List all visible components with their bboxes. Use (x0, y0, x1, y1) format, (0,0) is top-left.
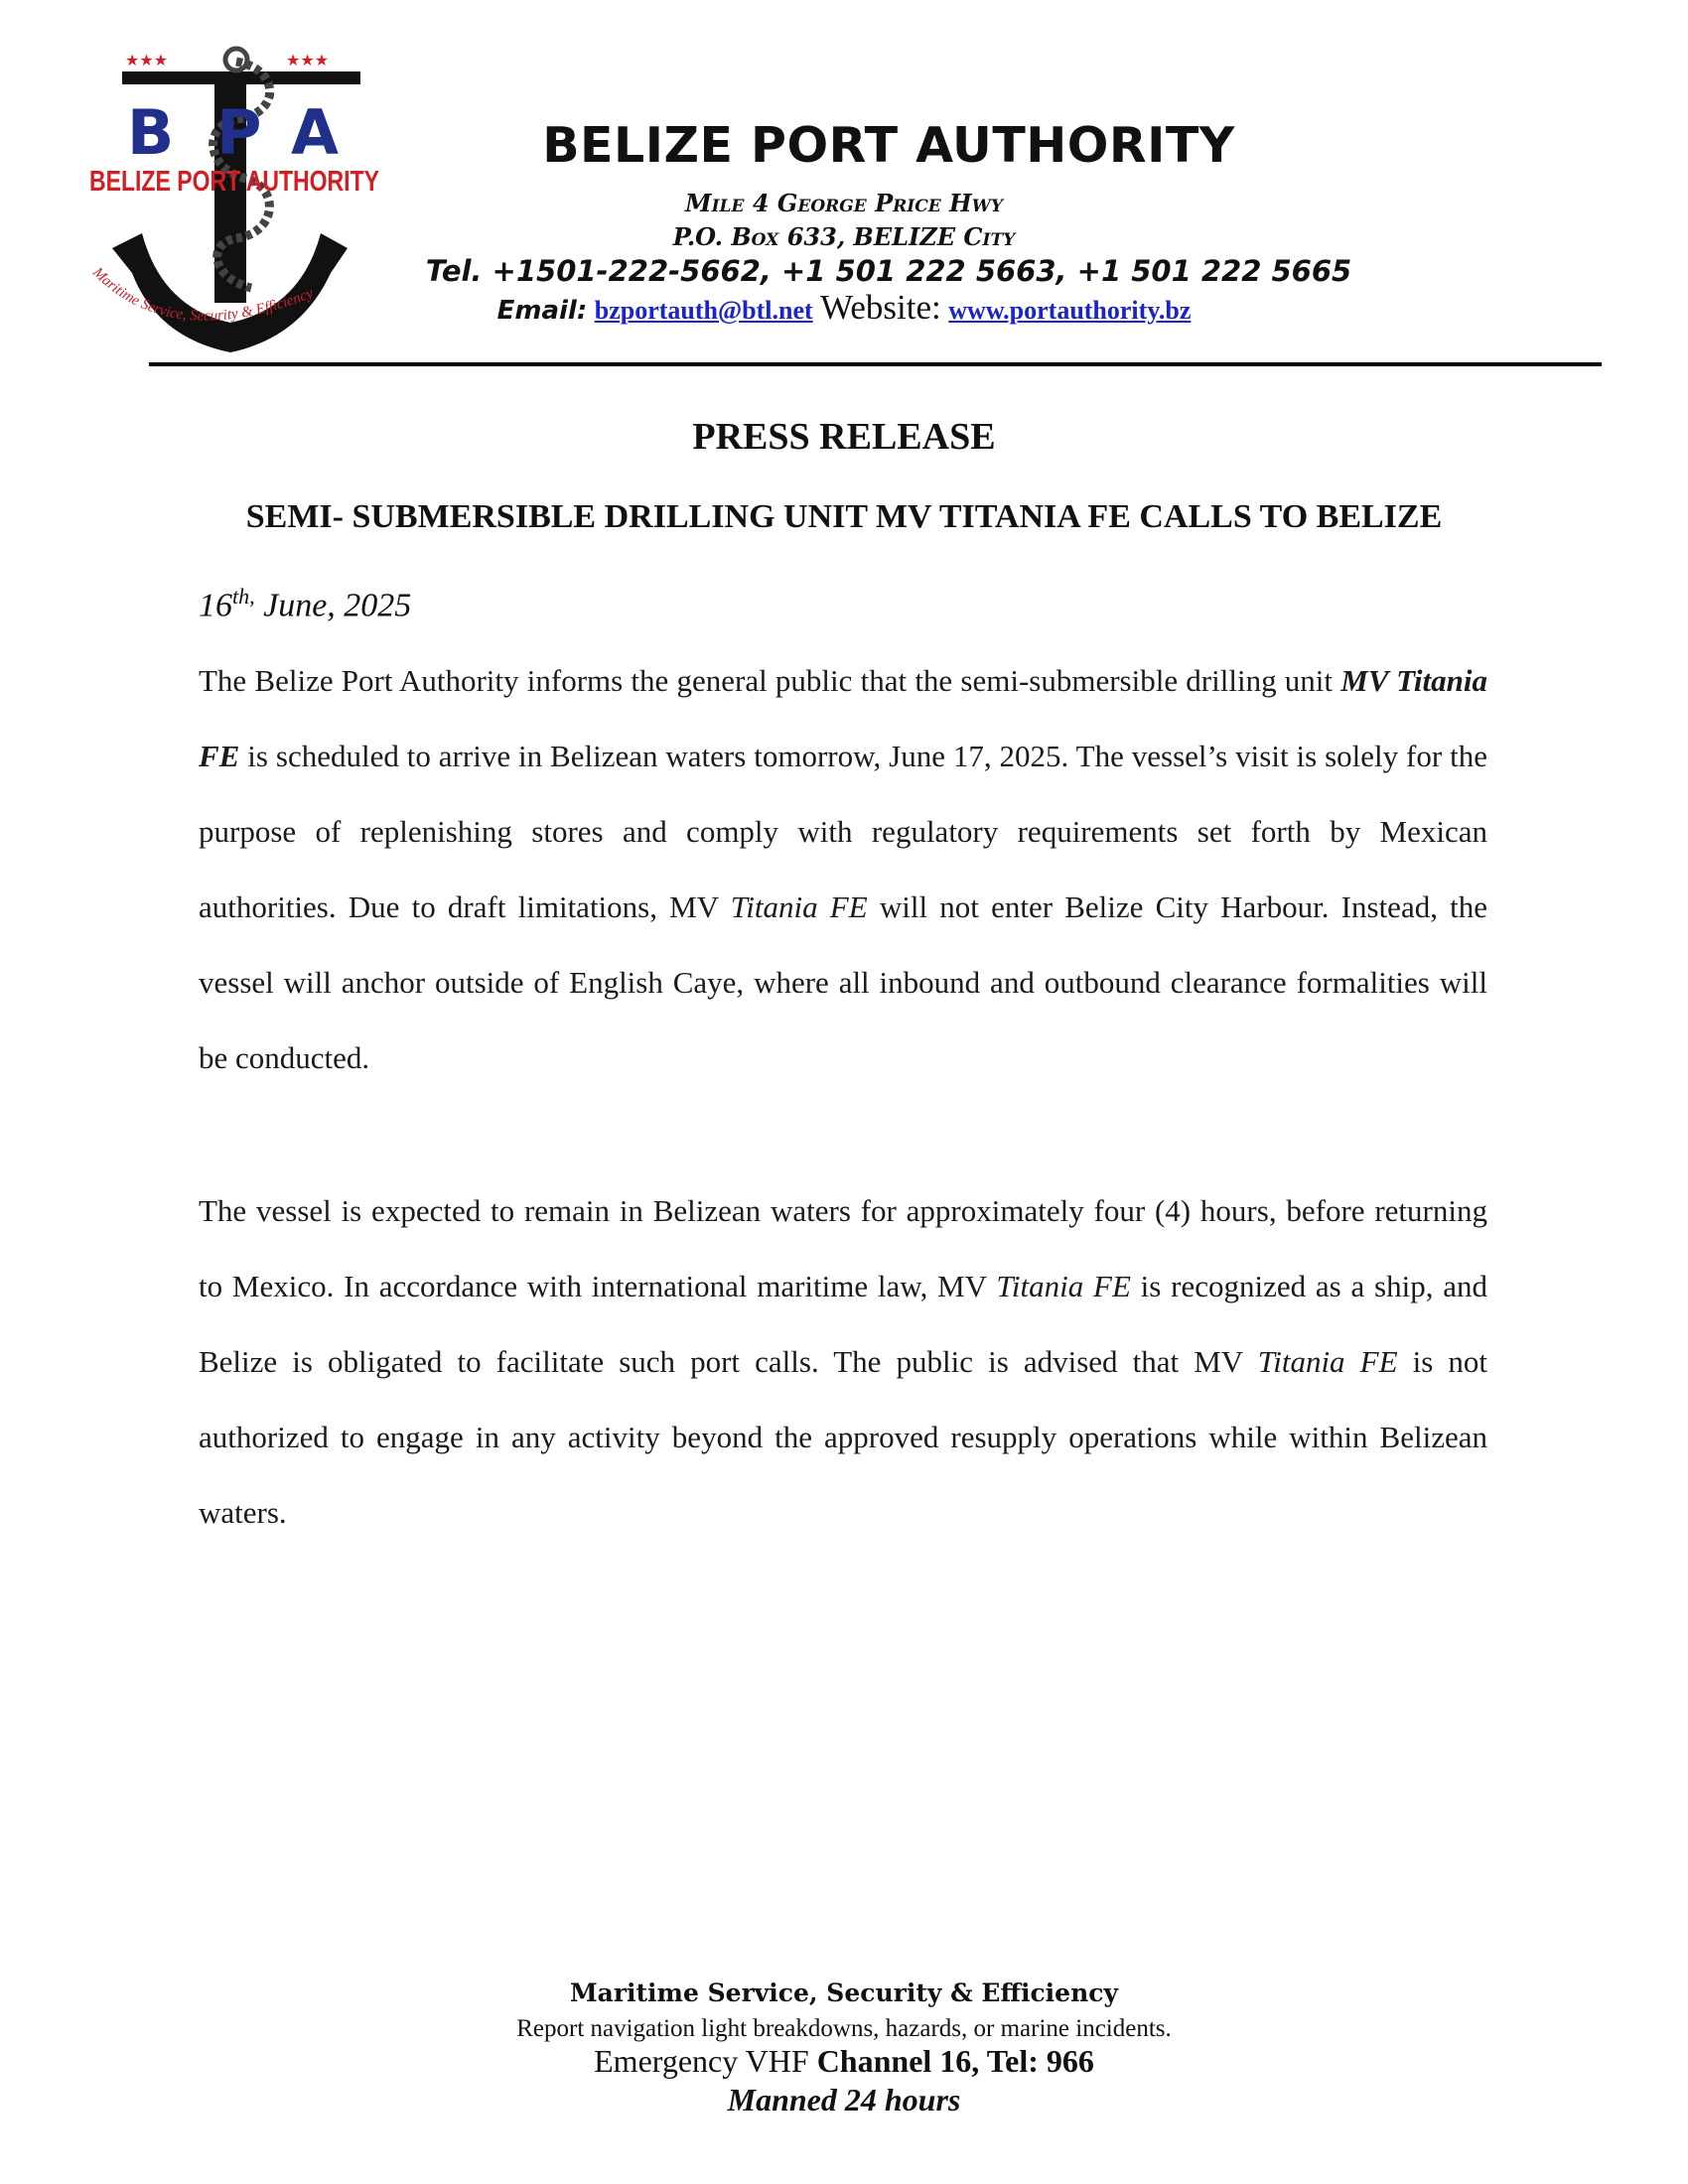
logo-motto-arc: Maritime Service, Security & Efficiency (89, 264, 316, 325)
p1-text-b: is scheduled to arrive in Belizean waters tomorrow, June 17, 2025. The vessel’s visit is solely for the purpose of replenishing stores and comply with regulatory requirements set forth by Mexican authorities. Due to draft limitations, MV (199, 739, 1487, 924)
release-date (199, 584, 411, 624)
p2-vessel-name-2: Titania FE (1257, 1344, 1398, 1379)
footer-motto: Maritime Service, Security & Efficiency (569, 1979, 1119, 2007)
p1-vessel-name: Titania FE (730, 889, 868, 924)
p1-text-c: will not enter Belize City Harbour. Instead, the vessel will anchor outside of English Caye, where all inbound and outbound clearance formalities will be conducted. (199, 889, 1488, 1075)
p2-text-a: The vessel is expected to remain in Belizean waters for approximately four (4) hours, before returning to Mexico. In accordance with international maritime law, MV (199, 1193, 1487, 1303)
website-label: Website: (820, 288, 941, 327)
header-divider (149, 362, 1602, 366)
p2-vessel-name-1: Titania FE (996, 1269, 1131, 1303)
logo-letter-p: P (216, 96, 262, 169)
address-line-2: P.O. Box 633, BELIZE City (672, 222, 1016, 251)
footer-emergency (0, 2043, 1688, 2080)
p2-text-b: is recognized as a ship, and Belize is obligated to facilitate such port calls. The public is advised that MV (199, 1269, 1487, 1379)
emergency-prefix: Emergency VHF (594, 2043, 817, 2079)
logo-letter-b: B (127, 96, 175, 169)
telephone-line: Tel. +1501-222-5662, +1 501 222 5663, +1 501 222 5665 (425, 254, 1352, 288)
org-name: BELIZE PORT AUTHORITY (542, 117, 1235, 174)
p1-text-a: The Belize Port Authority informs the general public that the semi-submersible drilling unit (199, 663, 1341, 698)
document-type: PRESS RELEASE (692, 416, 996, 458)
logo-banner-text: BELIZE PORT AUTHORITY (89, 166, 379, 198)
paragraph-2 (199, 1173, 1487, 1551)
website-link[interactable]: www.portauthority.bz (948, 296, 1192, 325)
date-suffix: th, (232, 584, 255, 609)
email-link[interactable]: bzportauth@btl.net (594, 296, 813, 325)
stars-left-icon: ★★★ (125, 51, 169, 69)
address-line-1: Mile 4 George Price Hwy (685, 189, 1003, 217)
date-rest: June, 2025 (254, 587, 412, 624)
stars-right-icon: ★★★ (286, 51, 330, 69)
contact-line (0, 288, 1688, 328)
p2-text-c: is not authorized to engage in any activity beyond the approved resupply operations while within Belizean waters. (199, 1344, 1487, 1530)
email-label: Email: (496, 296, 588, 326)
p1-vessel-name-bold: MV Titania FE (199, 663, 1488, 773)
date-day: 16 (199, 587, 232, 624)
paragraph-1 (199, 643, 1487, 1096)
footer-manned: Manned 24 hours (727, 2082, 961, 2117)
logo-letter-a: A (291, 96, 339, 169)
emergency-channel: Channel 16, Tel: 966 (816, 2043, 1094, 2079)
footer-report-note: Report navigation light breakdowns, hazards, or marine incidents. (516, 2015, 1172, 2042)
headline: SEMI- SUBMERSIBLE DRILLING UNIT MV TITANIA FE CALLS TO BELIZE (245, 498, 1443, 535)
